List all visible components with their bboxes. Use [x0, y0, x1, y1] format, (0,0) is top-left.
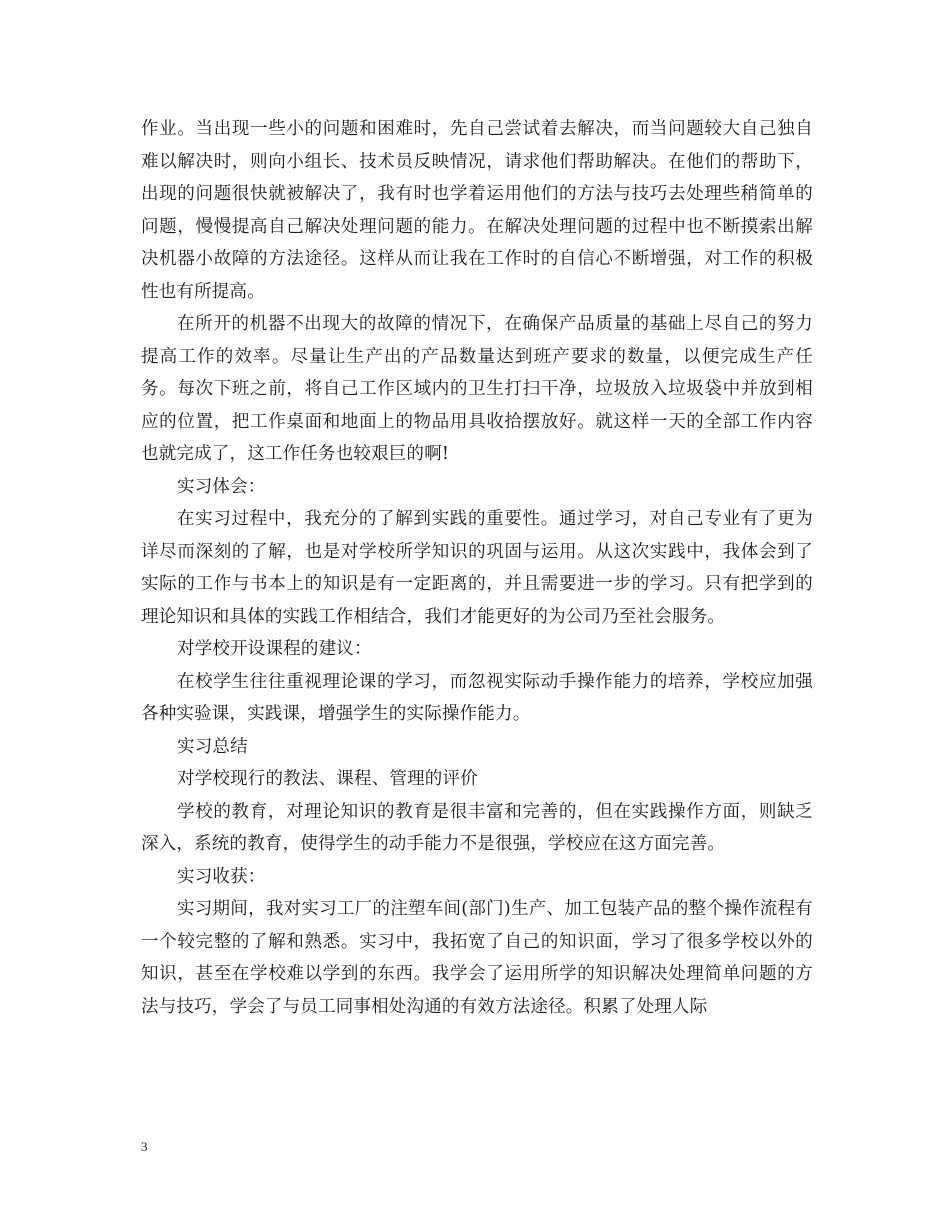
paragraph-work-efficiency: 在所开的机器不出现大的故障的情况下，在确保产品质量的基础上尽自己的努力提高工作的效率。尽量让生产出的产品数量达到班产要求的数量，以便完成生产任务。每次下班之前，将自己工作区域内的卫生打扫干净，垃圾放入垃圾袋中并放到相应的位置，把工作桌面和地面上的物品用具收拾摆放好。就这样一天的全部工作内容也就完成了，这工作任务也较艰巨的啊!	[141, 314, 813, 464]
heading-school-evaluation: 对学校现行的教法、课程、管理的评价	[177, 769, 478, 789]
paragraph-school-evaluation: 学校的教育，对理论知识的教育是很丰富和完善的，但在实践操作方面，则缺乏深入，系统的教育，使得学生的动手能力不是很强，学校应在这方面完善。	[141, 801, 813, 854]
heading-internship-experience: 实习体会：	[177, 476, 266, 497]
heading-internship-summary: 实习总结	[177, 736, 248, 757]
heading-course-suggestions: 对学校开设课程的建议：	[177, 639, 372, 659]
paragraph-continuation: 作业。当出现一些小的问题和困难时，先自己尝试着去解决，而当问题较大自己独自难以解决时，则向小组长、技术员反映情况，请求他们帮助解决。在他们的帮助下，出现的问题很快就被解决了，我有时也学着运用他们的方法与技巧去处理些稍简单的问题，慢慢提高自己解决处理问题的能力。在解决处理问题的过程中也不断摸索出解决机器小故障的方法途径。这样从而让我在工作时的自信心不断增强，对工作的积极性也有所提高。	[141, 119, 813, 302]
page-number: 3	[141, 1139, 148, 1154]
document-body	[141, 113, 813, 1023]
paragraph-internship-gains: 实习期间，我对实习工厂的注塑车间(部门)生产、加工包装产品的整个操作流程有一个较完整的了解和熟悉。实习中，我拓宽了自己的知识面，学习了很多学校以外的知识，甚至在学校难以学到的东西。我学会了运用所学的知识解决处理简单问题的方法与技巧，学会了与员工同事相处沟通的有效方法途径。积累了处理人际	[141, 899, 813, 1017]
paragraph-course-suggestions: 在校学生往往重视理论课的学习，而忽视实际动手操作能力的培养，学校应加强各种实验课，实践课，增强学生的实际操作能力。	[141, 671, 813, 724]
heading-internship-gains: 实习收获：	[177, 866, 266, 887]
paragraph-practice-importance: 在实习过程中，我充分的了解到实践的重要性。通过学习，对自己专业有了更为详尽而深刻的了解，也是对学校所学知识的巩固与运用。从这次实践中，我体会到了实际的工作与书本上的知识是有一定距离的，并且需要进一步的学习。只有把学到的理论知识和具体的实践工作相结合，我们才能更好的为公司乃至社会服务。	[141, 509, 813, 627]
